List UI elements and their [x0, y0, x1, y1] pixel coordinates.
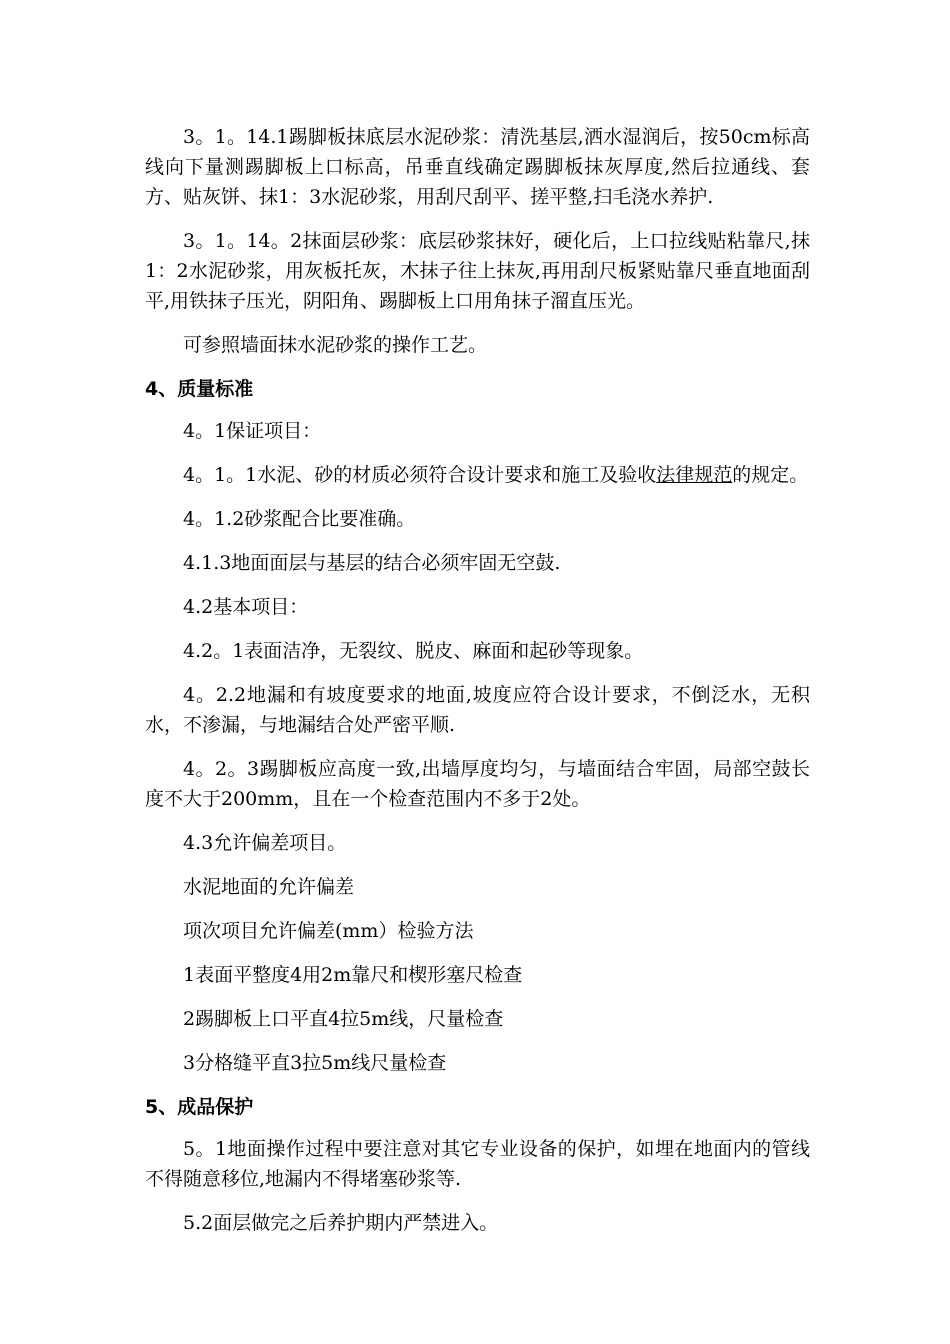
paragraph-4-2-3: 4。2。3踢脚板应高度一致,出墙厚度均匀，与墙面结合牢固，局部空鼓长度不大于200mm，且在一个检查范围内不多于2处。 — [145, 758, 810, 810]
paragraph-4-3: 4.3允许偏差项目。 — [183, 832, 347, 854]
paragraph-4-1-2: 4。1.2砂浆配合比要准确。 — [183, 508, 416, 530]
tolerance-table-title: 水泥地面的允许偏差 — [183, 876, 355, 898]
tolerance-table-row: 3分格缝平直3拉5m线尺量检查 — [183, 1052, 447, 1074]
tolerance-table-row: 2踢脚板上口平直4拉5m线，尺量检查 — [183, 1008, 504, 1030]
paragraph-reference: 可参照墙面抹水泥砂浆的操作工艺。 — [183, 334, 488, 356]
paragraph-4-2: 4.2基本项目： — [183, 596, 309, 618]
paragraph-4-1-3: 4.1.3地面面层与基层的结合必须牢固无空鼓. — [183, 552, 561, 574]
paragraph-4-1-1-text-a: 4。1。1水泥、砂的材质必须符合设计要求和施工及验收 — [183, 464, 657, 486]
paragraph-5-2: 5.2面层做完之后养护期内严禁进入。 — [183, 1212, 499, 1234]
paragraph-5-1: 5。1地面操作过程中要注意对其它专业设备的保护，如埋在地面内的管线不得随意移位,地漏内不得堵塞砂浆等. — [145, 1138, 810, 1190]
heading-product-protection: 5、成品保护 — [145, 1096, 254, 1118]
paragraph-3-1-14-1: 3。1。14.1踢脚板抹底层水泥砂浆：清洗基层,洒水湿润后，按50cm标高线向下量测踢脚板上口标高，吊垂直线确定踢脚板抹灰厚度,然后拉通线、套方、贴灰饼、抹1：3水泥砂浆，用刮尺刮平、搓平整,扫毛浇水养护. — [145, 126, 810, 208]
paragraph-3-1-14-2: 3。1。14。2抹面层砂浆：底层砂浆抹好，硬化后，上口拉线贴粘靠尺,抹1：2水泥砂浆，用灰板托灰，木抹子往上抹灰,再用刮尺板紧贴靠尺垂直地面刮平,用铁抹子压光，阴阳角、踢脚板上口用角抹子溜直压光。 — [145, 230, 810, 312]
paragraph-4-1: 4。1保证项目： — [183, 420, 322, 442]
heading-quality-standard: 4、质量标准 — [145, 378, 254, 400]
paragraph-4-1-1-text-b: 的规定。 — [732, 464, 809, 486]
document-body — [145, 122, 810, 1252]
paragraph-4-2-2: 4。2.2地漏和有坡度要求的地面,坡度应符合设计要求，不倒泛水，无积水，不渗漏，与地漏结合处严密平顺. — [145, 684, 810, 736]
paragraph-4-2-1: 4.2。1表面洁净，无裂纹、脱皮、麻面和起砂等现象。 — [183, 640, 644, 662]
tolerance-table-header: 项次项目允许偏差(mm）检验方法 — [183, 920, 474, 942]
paragraph-4-1-1 — [145, 460, 810, 490]
tolerance-table-row: 1表面平整度4用2m靠尺和楔形塞尺检查 — [183, 964, 523, 986]
law-regulation-link[interactable]: 法律规范 — [656, 464, 733, 486]
